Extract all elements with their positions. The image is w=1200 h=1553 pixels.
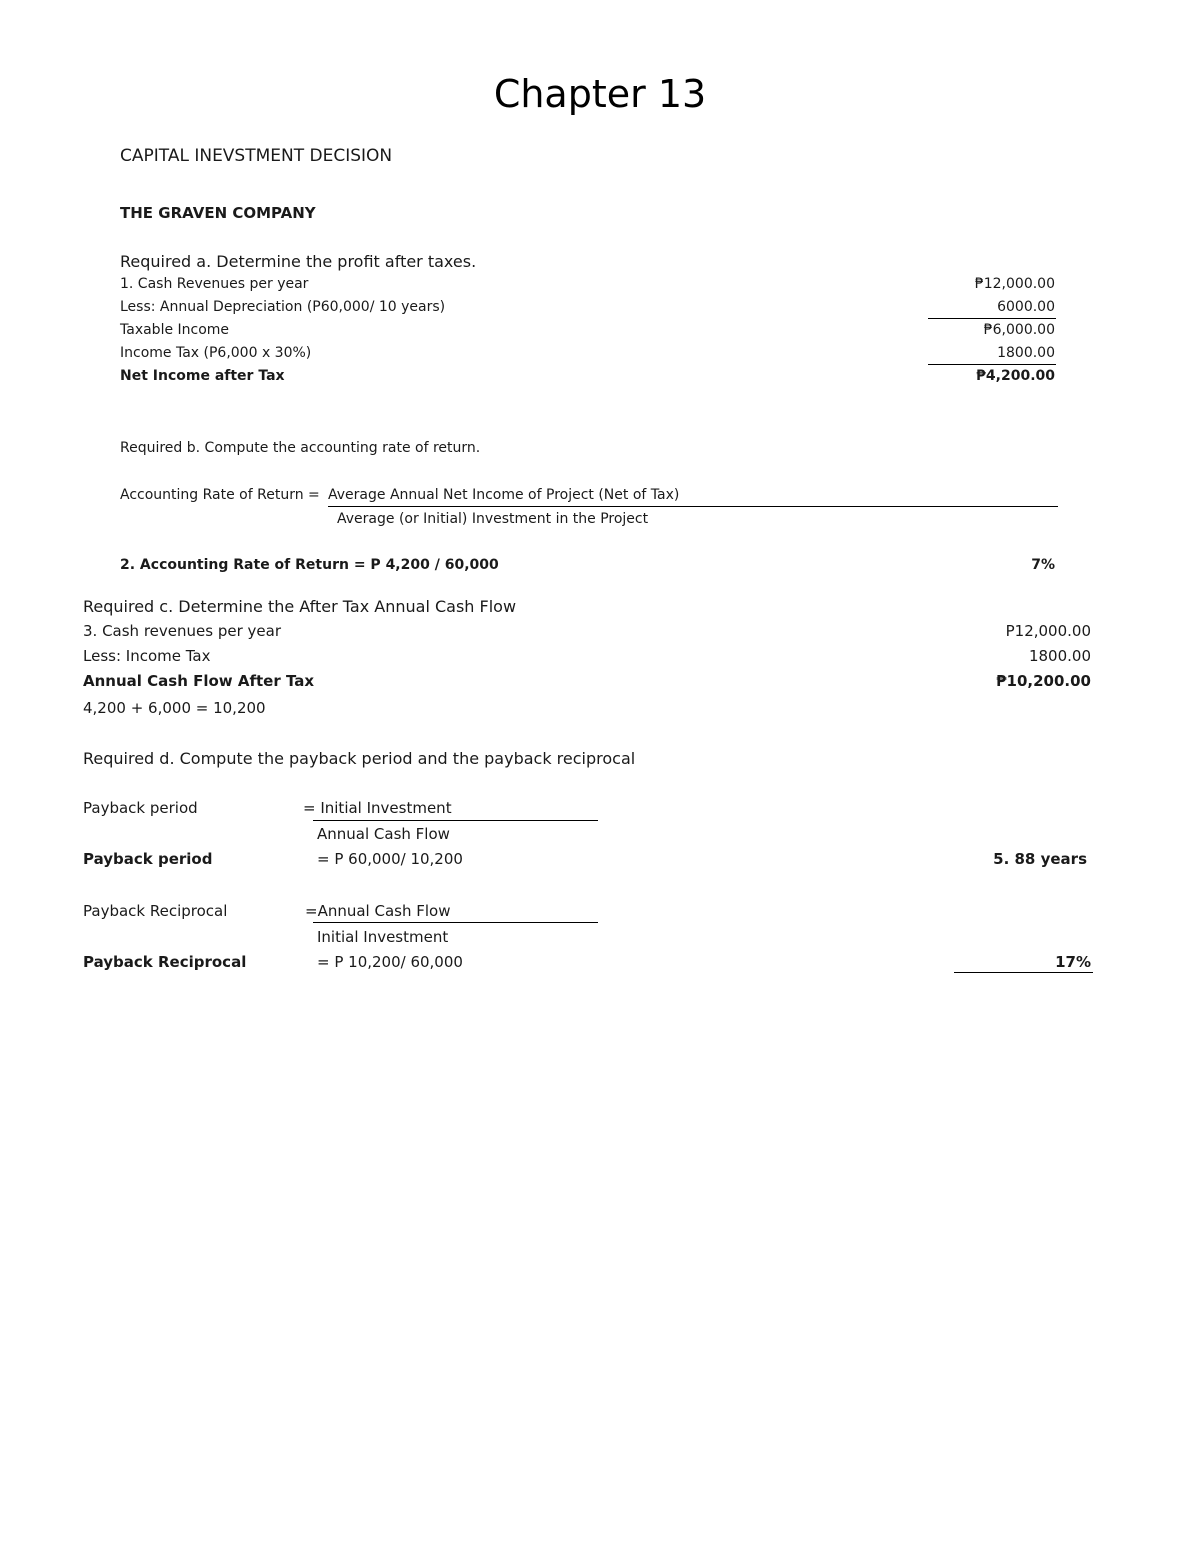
arr-formula-numerator: Average Annual Net Income of Project (Net of Tax)	[328, 487, 680, 503]
arr-formula-denominator: Average (or Initial) Investment in the Project	[337, 511, 649, 527]
part-a-row-label: Taxable Income	[120, 322, 230, 338]
part-c-heading: Required c. Determine the After Tax Annual Cash Flow	[83, 597, 517, 616]
part-c-row-label: 3. Cash revenues per year	[83, 622, 281, 640]
part-a-row-value: ₱6,000.00	[983, 322, 1055, 338]
fraction-bar	[313, 820, 598, 821]
part-c-note: 4,200 + 6,000 = 10,200	[83, 699, 266, 717]
company-name: THE GRAVEN COMPANY	[120, 204, 316, 222]
part-c-total-label: Annual Cash Flow After Tax	[83, 672, 315, 690]
payback-denominator: Annual Cash Flow	[317, 825, 450, 843]
part-a-row-label: Less: Annual Depreciation (P60,000/ 10 years)	[120, 299, 446, 315]
part-a-row-label: 1. Cash Revenues per year	[120, 276, 309, 292]
part-a-total-value: ₱4,200.00	[976, 368, 1055, 384]
fraction-bar	[313, 922, 598, 923]
part-a-row-value: ₱12,000.00	[974, 276, 1055, 292]
arr-result-value: 7%	[1031, 557, 1055, 573]
total-rule	[928, 364, 1056, 365]
subtotal-rule	[928, 318, 1056, 319]
payback-result-label: Payback period	[83, 850, 213, 868]
part-a-row-label: Income Tax (P6,000 x 30%)	[120, 345, 312, 361]
fraction-bar	[328, 506, 1058, 507]
arr-result-label: 2. Accounting Rate of Return = P 4,200 / 60,000	[120, 557, 499, 573]
payback-result-value: 5. 88 years	[993, 850, 1087, 868]
part-c-total-value: ₱10,200.00	[996, 672, 1091, 690]
arr-formula-label: Accounting Rate of Return =	[120, 487, 320, 503]
page-title: Chapter 13	[493, 72, 707, 116]
total-rule	[954, 972, 1093, 973]
part-b-heading: Required b. Compute the accounting rate of return.	[120, 440, 481, 456]
part-d-heading: Required d. Compute the payback period and the payback reciprocal	[83, 749, 636, 768]
payback-numerator: = Initial Investment	[303, 799, 452, 817]
reciprocal-numerator: =Annual Cash Flow	[305, 902, 451, 920]
reciprocal-result-value: 17%	[1055, 953, 1091, 971]
part-a-row-value: 1800.00	[997, 345, 1055, 361]
part-c-row-label: Less: Income Tax	[83, 647, 211, 665]
part-a-heading: Required a. Determine the profit after taxes.	[120, 252, 477, 271]
part-a-total-label: Net Income after Tax	[120, 368, 285, 384]
part-a-row-value: 6000.00	[997, 299, 1055, 315]
reciprocal-label: Payback Reciprocal	[83, 902, 228, 920]
payback-label: Payback period	[83, 799, 198, 817]
part-c-row-value: 1800.00	[1028, 647, 1091, 665]
reciprocal-result-formula: = P 10,200/ 60,000	[317, 953, 463, 971]
part-c-row-value: P12,000.00	[1005, 622, 1091, 640]
reciprocal-result-label: Payback Reciprocal	[83, 953, 247, 971]
reciprocal-denominator: Initial Investment	[317, 928, 449, 946]
document-subtitle: CAPITAL INEVSTMENT DECISION	[120, 146, 393, 166]
payback-result-formula: = P 60,000/ 10,200	[317, 850, 463, 868]
